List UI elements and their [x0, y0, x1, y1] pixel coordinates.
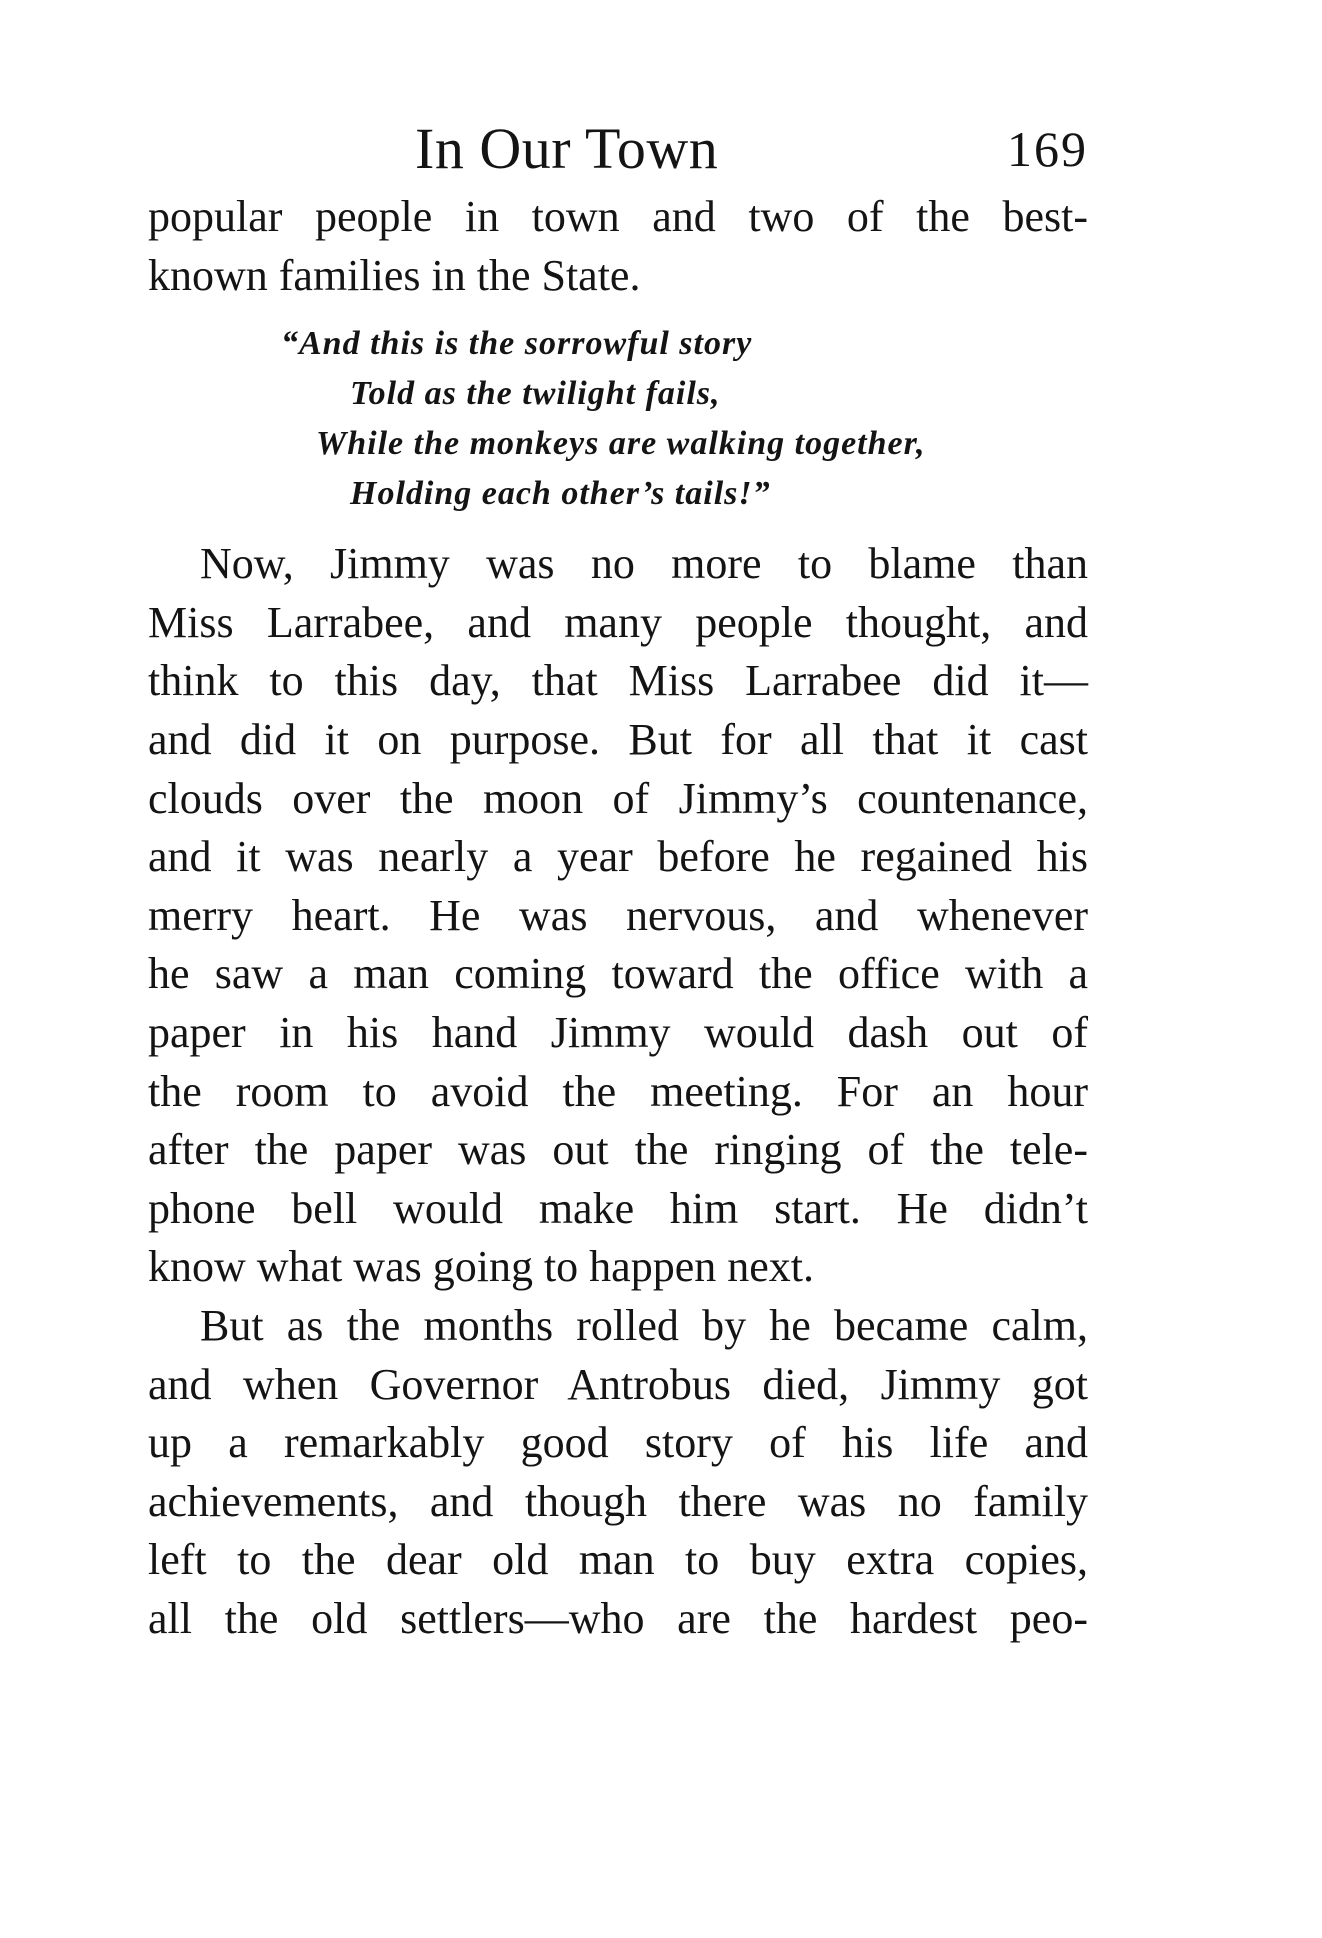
- page-number: 169: [1007, 121, 1088, 177]
- text-line: left to the dear old man to buy extra copies,: [148, 1535, 1088, 1585]
- text-line: But as the months rolled by he became calm,: [200, 1300, 1088, 1350]
- book-page: [148, 110, 1088, 1648]
- text-line: Now, Jimmy was no more to blame than: [200, 539, 1088, 589]
- verse-quotation: [148, 319, 1088, 519]
- text-line: up a remarkably good story of his life and: [148, 1418, 1088, 1468]
- running-head: [148, 110, 1088, 188]
- paragraph-continuation: [148, 188, 1088, 305]
- text-line: he saw a man coming toward the office with a: [148, 949, 1088, 999]
- text-line: paper in his hand Jimmy would dash out of: [148, 1007, 1088, 1057]
- verse-line: While the monkeys are walking together,: [316, 425, 926, 463]
- text-line: phone bell would make him start. He didn’t: [148, 1183, 1088, 1233]
- text-line: Miss Larrabee, and many people thought, and: [148, 597, 1088, 647]
- text-line: think to this day, that Miss Larrabee did it—: [148, 656, 1088, 706]
- running-title: In Our Town: [415, 116, 719, 181]
- text-line: the room to avoid the meeting. For an hour: [148, 1066, 1088, 1116]
- text-line: all the old settlers—who are the hardest peo-: [148, 1593, 1088, 1643]
- paragraph-months-rolled: [148, 1297, 1088, 1649]
- text-line: known families in the State.: [148, 250, 641, 300]
- text-line: and when Governor Antrobus died, Jimmy got: [148, 1359, 1088, 1409]
- text-line: after the paper was out the ringing of the tele-: [148, 1125, 1088, 1175]
- verse-line: Holding each other’s tails!”: [350, 475, 771, 513]
- text-line: know what was going to happen next.: [148, 1242, 814, 1292]
- text-line: popular people in town and two of the best-: [148, 192, 1088, 241]
- text-line: clouds over the moon of Jimmy’s countenance,: [148, 773, 1088, 823]
- text-line: and it was nearly a year before he regained his: [148, 832, 1088, 882]
- verse-line: “And this is the sorrowful story: [281, 325, 753, 363]
- paragraph-jimmy-blame: [148, 535, 1088, 1297]
- verse-line: Told as the twilight fails,: [350, 375, 721, 413]
- text-line: merry heart. He was nervous, and whenever: [148, 890, 1088, 940]
- text-line: achievements, and though there was no family: [148, 1476, 1088, 1526]
- text-line: and did it on purpose. But for all that it cast: [148, 714, 1088, 764]
